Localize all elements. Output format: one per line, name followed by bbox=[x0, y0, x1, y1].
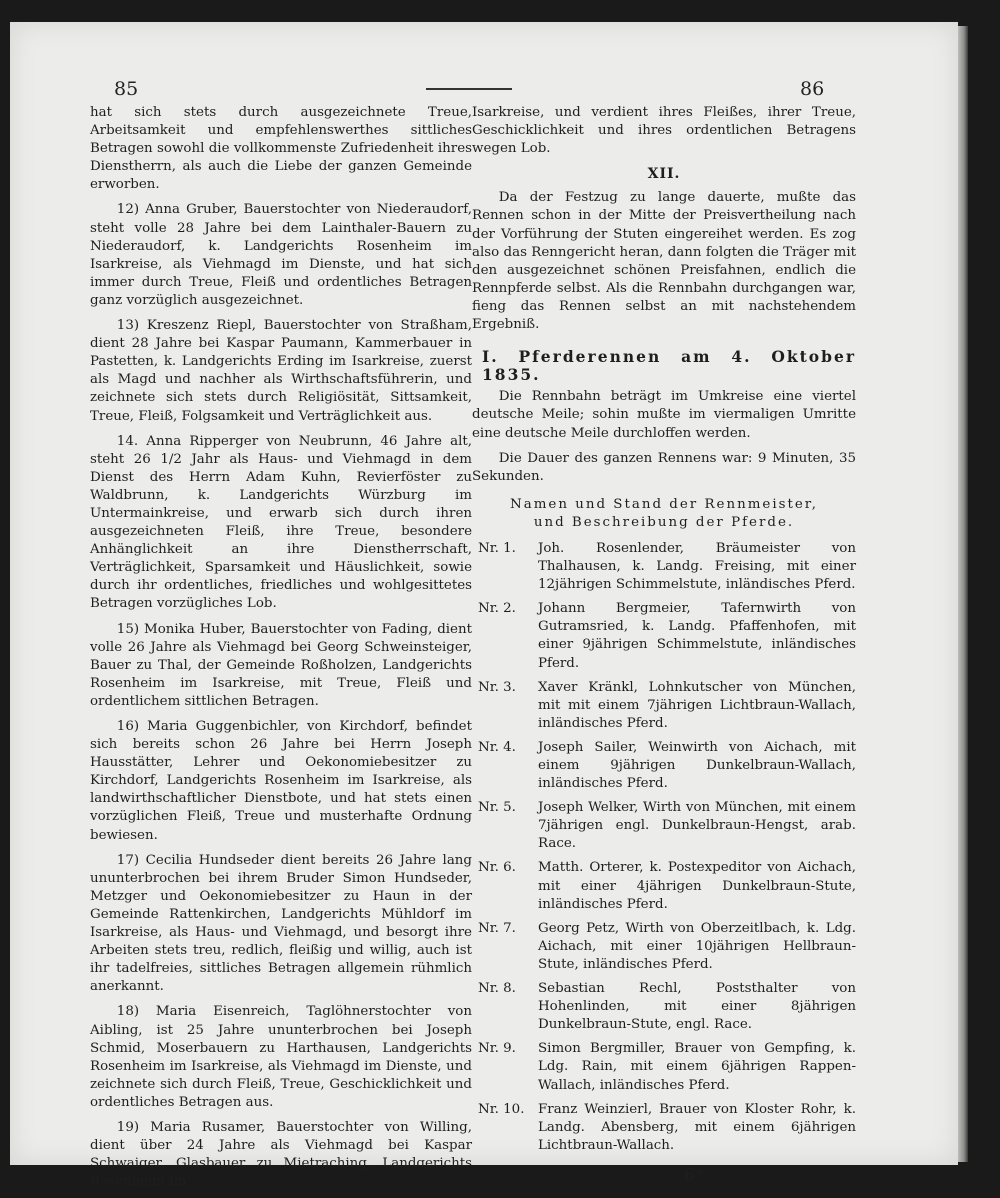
paragraph: hat sich stets durch ausgezeichnete Treue, Arbeitsamkeit und empfehlenswerthes sittliches Betragen sowohl die vollkommenste Zufriedenheit ihres Dienstherrn, als auch die Liebe der ganzen Gemeinde erworben. bbox=[90, 105, 472, 193]
paragraph: Die Rennbahn beträgt im Umkreise eine viertel deutsche Meile; sohin mußte im viermaligen Umritte eine deutsche Meile durchloffen werden. bbox=[472, 389, 856, 441]
right-column bbox=[472, 104, 856, 1185]
entry-number: Nr. 3. bbox=[478, 679, 516, 695]
list-item bbox=[472, 540, 856, 594]
entry-text: Simon Bergmiller, Brauer von Gempfing, k. Ldg. Rain, mit einem 6jährigen Rappen-Wallach, inländisches Pferd. bbox=[538, 1041, 856, 1093]
section-heading: XII. bbox=[647, 166, 681, 183]
entry-number: Nr. 2. bbox=[478, 601, 516, 617]
subheading-line: und Beschreibung der Pferde. bbox=[533, 514, 795, 530]
paragraph: 16) Maria Guggenbichler, von Kirchdorf, befindet sich bereits schon 26 Jahre bei Herrn Joseph Hausstätter, Lehrer und Oekonomiebesitzer zu Kirchdorf, Landgerichts Rosenheim im Isarkreise, als landwirthschaftlicher Dienstbote, und hat stets einen vorzüglichen Fleiß, Treue und musterhafte Ordnung bewiesen. bbox=[90, 719, 472, 843]
signature-mark: 6* bbox=[683, 1164, 705, 1186]
list-item bbox=[472, 1101, 856, 1155]
paragraph: Isarkreise, und verdient ihres Fleißes, ihrer Treue, Geschicklichkeit und ihres ordentlichen Betragens wegen Lob. bbox=[472, 105, 856, 157]
race-title: I. Pferderennen am 4. Oktober 1835. bbox=[482, 347, 856, 385]
paragraph: 14. Anna Ripperger von Neubrunn, 46 Jahre alt, steht 26 1/2 Jahr als Haus- und Viehmagd in dem Dienst des Herrn Adam Kuhn, Revierföster zu Waldbrunn, k. Landgerichts Würzburg im Untermainkreise, und erwarb sich durch ihren ausgezeichneten Fleiß, ihre Treue, besondere Anhänglichkeit an ihre Dienstherrschaft, Verträglichkeit, Sparsamkeit und Häuslichkeit, sowie durch ihr ordentliches, friedliches und wohlgesittetes Betragen vorzügliches Lob. bbox=[90, 433, 472, 612]
left-page-number: 85 bbox=[114, 78, 139, 100]
list-item bbox=[472, 1040, 856, 1094]
list-item bbox=[472, 679, 856, 733]
list-item bbox=[472, 739, 856, 793]
entry-text: Franz Weinzierl, Brauer von Kloster Rohr, k. Landg. Abensberg, mit einem 6jährigen Lichtbraun-Wallach. bbox=[538, 1101, 856, 1153]
entry-text: Matth. Orterer, k. Postexpeditor von Aichach, mit einer 4jährigen Dunkelbraun-Stute, inländisches Pferd. bbox=[538, 860, 856, 912]
paragraph: 19) Maria Rusamer, Bauerstochter von Willing, dient über 24 Jahre als Viehmagd bei Kaspar Schwaiger, Glasbauer zu Mietraching, Landgerichts Rosenheim im bbox=[90, 1119, 472, 1190]
entry-number: Nr. 5. bbox=[478, 800, 516, 816]
entry-text: Georg Petz, Wirth von Oberzeitlbach, k. Ldg. Aichach, mit einer 10jährigen Hellbraun-Stute, inländisches Pferd. bbox=[538, 920, 856, 972]
entry-number: Nr. 8. bbox=[478, 981, 516, 997]
entry-number: Nr. 10. bbox=[478, 1101, 525, 1117]
entry-text: Xaver Kränkl, Lohnkutscher von München, mit mit einem 7jährigen Lichtbraun-Wallach, inländisches Pferd. bbox=[538, 679, 856, 731]
entry-number: Nr. 1. bbox=[478, 540, 516, 556]
entry-number: Nr. 4. bbox=[478, 739, 516, 755]
entry-number: Nr. 7. bbox=[478, 920, 516, 936]
entry-text: Joseph Sailer, Weinwirth von Aichach, mit einem 9jährigen Dunkelbraun-Wallach, inländisches Pferd. bbox=[538, 739, 856, 792]
list-item bbox=[472, 799, 856, 853]
entry-number: Nr. 6. bbox=[478, 860, 516, 876]
list-item bbox=[472, 920, 856, 974]
list-item bbox=[472, 859, 856, 913]
paragraph: 15) Monika Huber, Bauerstochter von Fading, dient volle 26 Jahre als Viehmagd bei Georg Schweinsteiger, Bauer zu Thal, der Gemeinde Roßholzen, Landgerichts Rosenheim im Isarkreise, mit Treue, Fleiß und ordentlichem sittlichen Betragen. bbox=[90, 621, 472, 709]
paragraph: Da der Festzug zu lange dauerte, mußte das Rennen schon in der Mitte der Preisvertheilung nach der Vorführung der Stuten eingereihet werden. Es zog also das Renngericht heran, dann folgten die Träger mit den ausgezeichnet schönen Preisfahnen, endlich die Rennpferde selbst. Als die Rennbahn durchgangen war, fieng das Rennen selbst an mit nachstehendem Ergebniß. bbox=[472, 190, 856, 333]
header-rule bbox=[426, 88, 512, 90]
entry-text: Johann Bergmeier, Tafernwirth von Gutramsried, k. Landg. Pfaffenhofen, mit einer 9jährigen Schimmelstute, inländisches Pferd. bbox=[538, 601, 856, 671]
paragraph: Die Dauer des ganzen Rennens war: 9 Minuten, 35 Sekunden. bbox=[472, 450, 856, 484]
page-edge bbox=[958, 26, 968, 1162]
book-page bbox=[10, 22, 958, 1190]
entry-text: Joseph Welker, Wirth von München, mit einem 7jährigen engl. Dunkelbraun-Hengst, arab. Race. bbox=[538, 800, 856, 852]
entry-number: Nr. 9. bbox=[478, 1041, 516, 1057]
right-page-number: 86 bbox=[800, 78, 825, 100]
entry-text: Sebastian Rechl, Poststhalter von Hohenlinden, mit einer 8jährigen Dunkelbraun-Stute, engl. Race. bbox=[538, 981, 856, 1033]
left-column bbox=[90, 104, 472, 1198]
list-item bbox=[472, 980, 856, 1034]
paragraph: 18) Maria Eisenreich, Taglöhnerstochter von Aibling, ist 25 Jahre ununterbrochen bei Joseph Schmid, Moserbauern zu Harthausen, Landgerichts Rosenheim im Isarkreise, als Viehmagd im Dienste, und zeichnete sich durch Fleiß, Treue, Geschicklichkeit und ordentliches Betragen aus. bbox=[90, 1004, 472, 1110]
paragraph: 13) Kreszenz Riepl, Bauerstochter von Straßham, dient 28 Jahre bei Kaspar Paumann, Kammerbauer in Pastetten, k. Landgerichts Erding im Isarkreise, zuerst als Magd und nachher als Wirthschaftsführerin, und zeichnete sich stets durch Religiösität, Sittsamkeit, Treue, Fleiß, Folgsamkeit und Verträglichkeit aus. bbox=[90, 318, 472, 424]
paragraph: 12) Anna Gruber, Bauerstochter von Niederaudorf, steht volle 28 Jahre bei dem Lainthaler-Bauern zu Niederaudorf, k. Landgerichts Rosenheim im Isarkreise, als Viehmagd im Dienste, und hat sich immer durch Treue, Fleiß und ordentliches Betragen ganz vorzüglich ausgezeichnet. bbox=[90, 202, 472, 308]
entry-text: Joh. Rosenlender, Bräumeister von Thalhausen, k. Landg. Freising, mit einer 12jährigen Schimmelstute, inländisches Pferd. bbox=[538, 540, 856, 593]
list-item bbox=[472, 600, 856, 672]
paragraph: 17) Cecilia Hundseder dient bereits 26 Jahre lang ununterbrochen bei ihrem Bruder Simon Hundseder, Metzger und Oekonomiebesitzer zu Haun in der Gemeinde Rattenkirchen, Landgerichts Mühldorf im Isarkreise, als Haus- und Viehmagd, und besorgt ihre Arbeiten stets treu, redlich, fleißig und willig, auch ist ihr tadelfreies, sittliches Betragen allgemein rühmlich anerkannt. bbox=[90, 852, 472, 995]
subheading-line: Namen und Stand der Rennmeister, bbox=[510, 496, 818, 512]
list-subheading bbox=[472, 496, 856, 532]
